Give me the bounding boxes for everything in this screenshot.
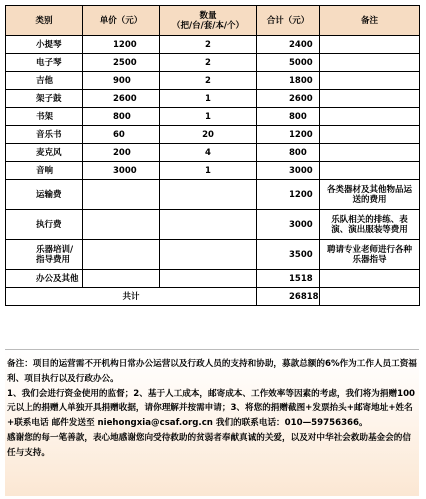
table-row (6, 72, 420, 90)
cell-quantity: 1 (160, 90, 257, 108)
notes-paragraph-2: 1、我们会进行资金使用的监督；2、基于人工成本，邮寄成本、工作效率等因素的考虑，我们将为捐赠100元以上的捐赠人单独开具捐赠收据，请你理解并按需申请；3、将您的捐赠截图+发票抬头+邮寄地址+姓名+联系电话 邮件发送至 niehongxia@csaf.org.cn 我们的联系电话：010—59756366。 (7, 388, 416, 429)
cell-category: 执行费 (6, 210, 83, 240)
notes-paragraph-1: 备注：项目的运营需不开机构日常办公运营以及行政人员的支持和协助，募款总额的6%作为工作人员工资福利、项目执行以及行政办公。 (7, 359, 417, 384)
cell-note (320, 54, 420, 72)
cell-total: 3500 (257, 240, 320, 270)
cell-note: 聘请专业老师进行各种乐器指导 (320, 240, 420, 270)
cell-unit-price: 200 (83, 144, 160, 162)
cell-quantity (160, 210, 257, 240)
table-row (6, 108, 420, 126)
header-total: 合计（元） (257, 6, 320, 36)
cell-category: 书架 (6, 108, 83, 126)
table-body (6, 36, 420, 288)
cell-total: 1200 (257, 180, 320, 210)
cell-total: 3000 (257, 162, 320, 180)
sum-total: 26818 (257, 288, 320, 306)
sum-row (6, 288, 420, 306)
cell-category: 乐器培训/指导费用 (6, 240, 83, 270)
cell-category: 运输费 (6, 180, 83, 210)
cell-total: 2400 (257, 36, 320, 54)
cell-unit-price (83, 240, 160, 270)
cell-note (320, 144, 420, 162)
cell-note (320, 90, 420, 108)
table-row (6, 144, 420, 162)
cell-total: 1800 (257, 72, 320, 90)
cell-note (320, 270, 420, 288)
cell-category: 吉他 (6, 72, 83, 90)
cell-category: 小提琴 (6, 36, 83, 54)
cell-total: 3000 (257, 210, 320, 240)
cell-unit-price: 800 (83, 108, 160, 126)
cell-quantity (160, 270, 257, 288)
cell-total: 800 (257, 108, 320, 126)
cell-note (320, 72, 420, 90)
cell-note (320, 108, 420, 126)
notes-section (5, 349, 419, 496)
cell-note: 各类器材及其他物品运送的费用 (320, 180, 420, 210)
cell-quantity: 2 (160, 36, 257, 54)
table-row (6, 270, 420, 288)
cell-note (320, 126, 420, 144)
cell-total: 5000 (257, 54, 320, 72)
cell-unit-price: 60 (83, 126, 160, 144)
cell-quantity: 1 (160, 108, 257, 126)
table-row (6, 210, 420, 240)
cell-total: 1518 (257, 270, 320, 288)
cell-unit-price (83, 180, 160, 210)
cell-note (320, 36, 420, 54)
table-row (6, 36, 420, 54)
cell-note: 乐队相关的排练、表演、演出服装等费用 (320, 210, 420, 240)
table-row (6, 54, 420, 72)
header-category: 类别 (6, 6, 83, 36)
notes-paragraph-3: 感谢您的每一笔善款，表心地感谢您向受待救助的贫弱者奉献真诚的关爱，以及对中华社会救助基金会的信任与支持。 (7, 432, 411, 458)
cell-category: 音响 (6, 162, 83, 180)
cell-quantity: 2 (160, 72, 257, 90)
cell-total: 1200 (257, 126, 320, 144)
cell-unit-price (83, 210, 160, 240)
header-unit-price: 单价（元） (83, 6, 160, 36)
cell-unit-price: 2500 (83, 54, 160, 72)
cell-category: 架子鼓 (6, 90, 83, 108)
sum-note (320, 288, 420, 306)
table-row (6, 90, 420, 108)
table-row (6, 162, 420, 180)
cell-total: 800 (257, 144, 320, 162)
header-note: 备注 (320, 6, 420, 36)
cell-unit-price: 3000 (83, 162, 160, 180)
cell-unit-price: 900 (83, 72, 160, 90)
cell-quantity: 2 (160, 54, 257, 72)
cell-category: 麦克风 (6, 144, 83, 162)
cell-unit-price: 1200 (83, 36, 160, 54)
cell-unit-price: 2600 (83, 90, 160, 108)
sum-label: 共计 (6, 288, 257, 306)
cell-category: 音乐书 (6, 126, 83, 144)
budget-table (5, 5, 420, 306)
table-row (6, 180, 420, 210)
cell-quantity (160, 180, 257, 210)
table-header-row (6, 6, 420, 36)
cell-quantity: 1 (160, 162, 257, 180)
table-row (6, 126, 420, 144)
cell-category: 电子琴 (6, 54, 83, 72)
cell-quantity: 20 (160, 126, 257, 144)
cell-total: 2600 (257, 90, 320, 108)
table-row (6, 240, 420, 270)
cell-note (320, 162, 420, 180)
header-quantity: 数量 （把/台/套/本/个） (160, 6, 257, 36)
cell-quantity (160, 240, 257, 270)
cell-category: 办公及其他 (6, 270, 83, 288)
cell-quantity: 4 (160, 144, 257, 162)
cell-unit-price (83, 270, 160, 288)
